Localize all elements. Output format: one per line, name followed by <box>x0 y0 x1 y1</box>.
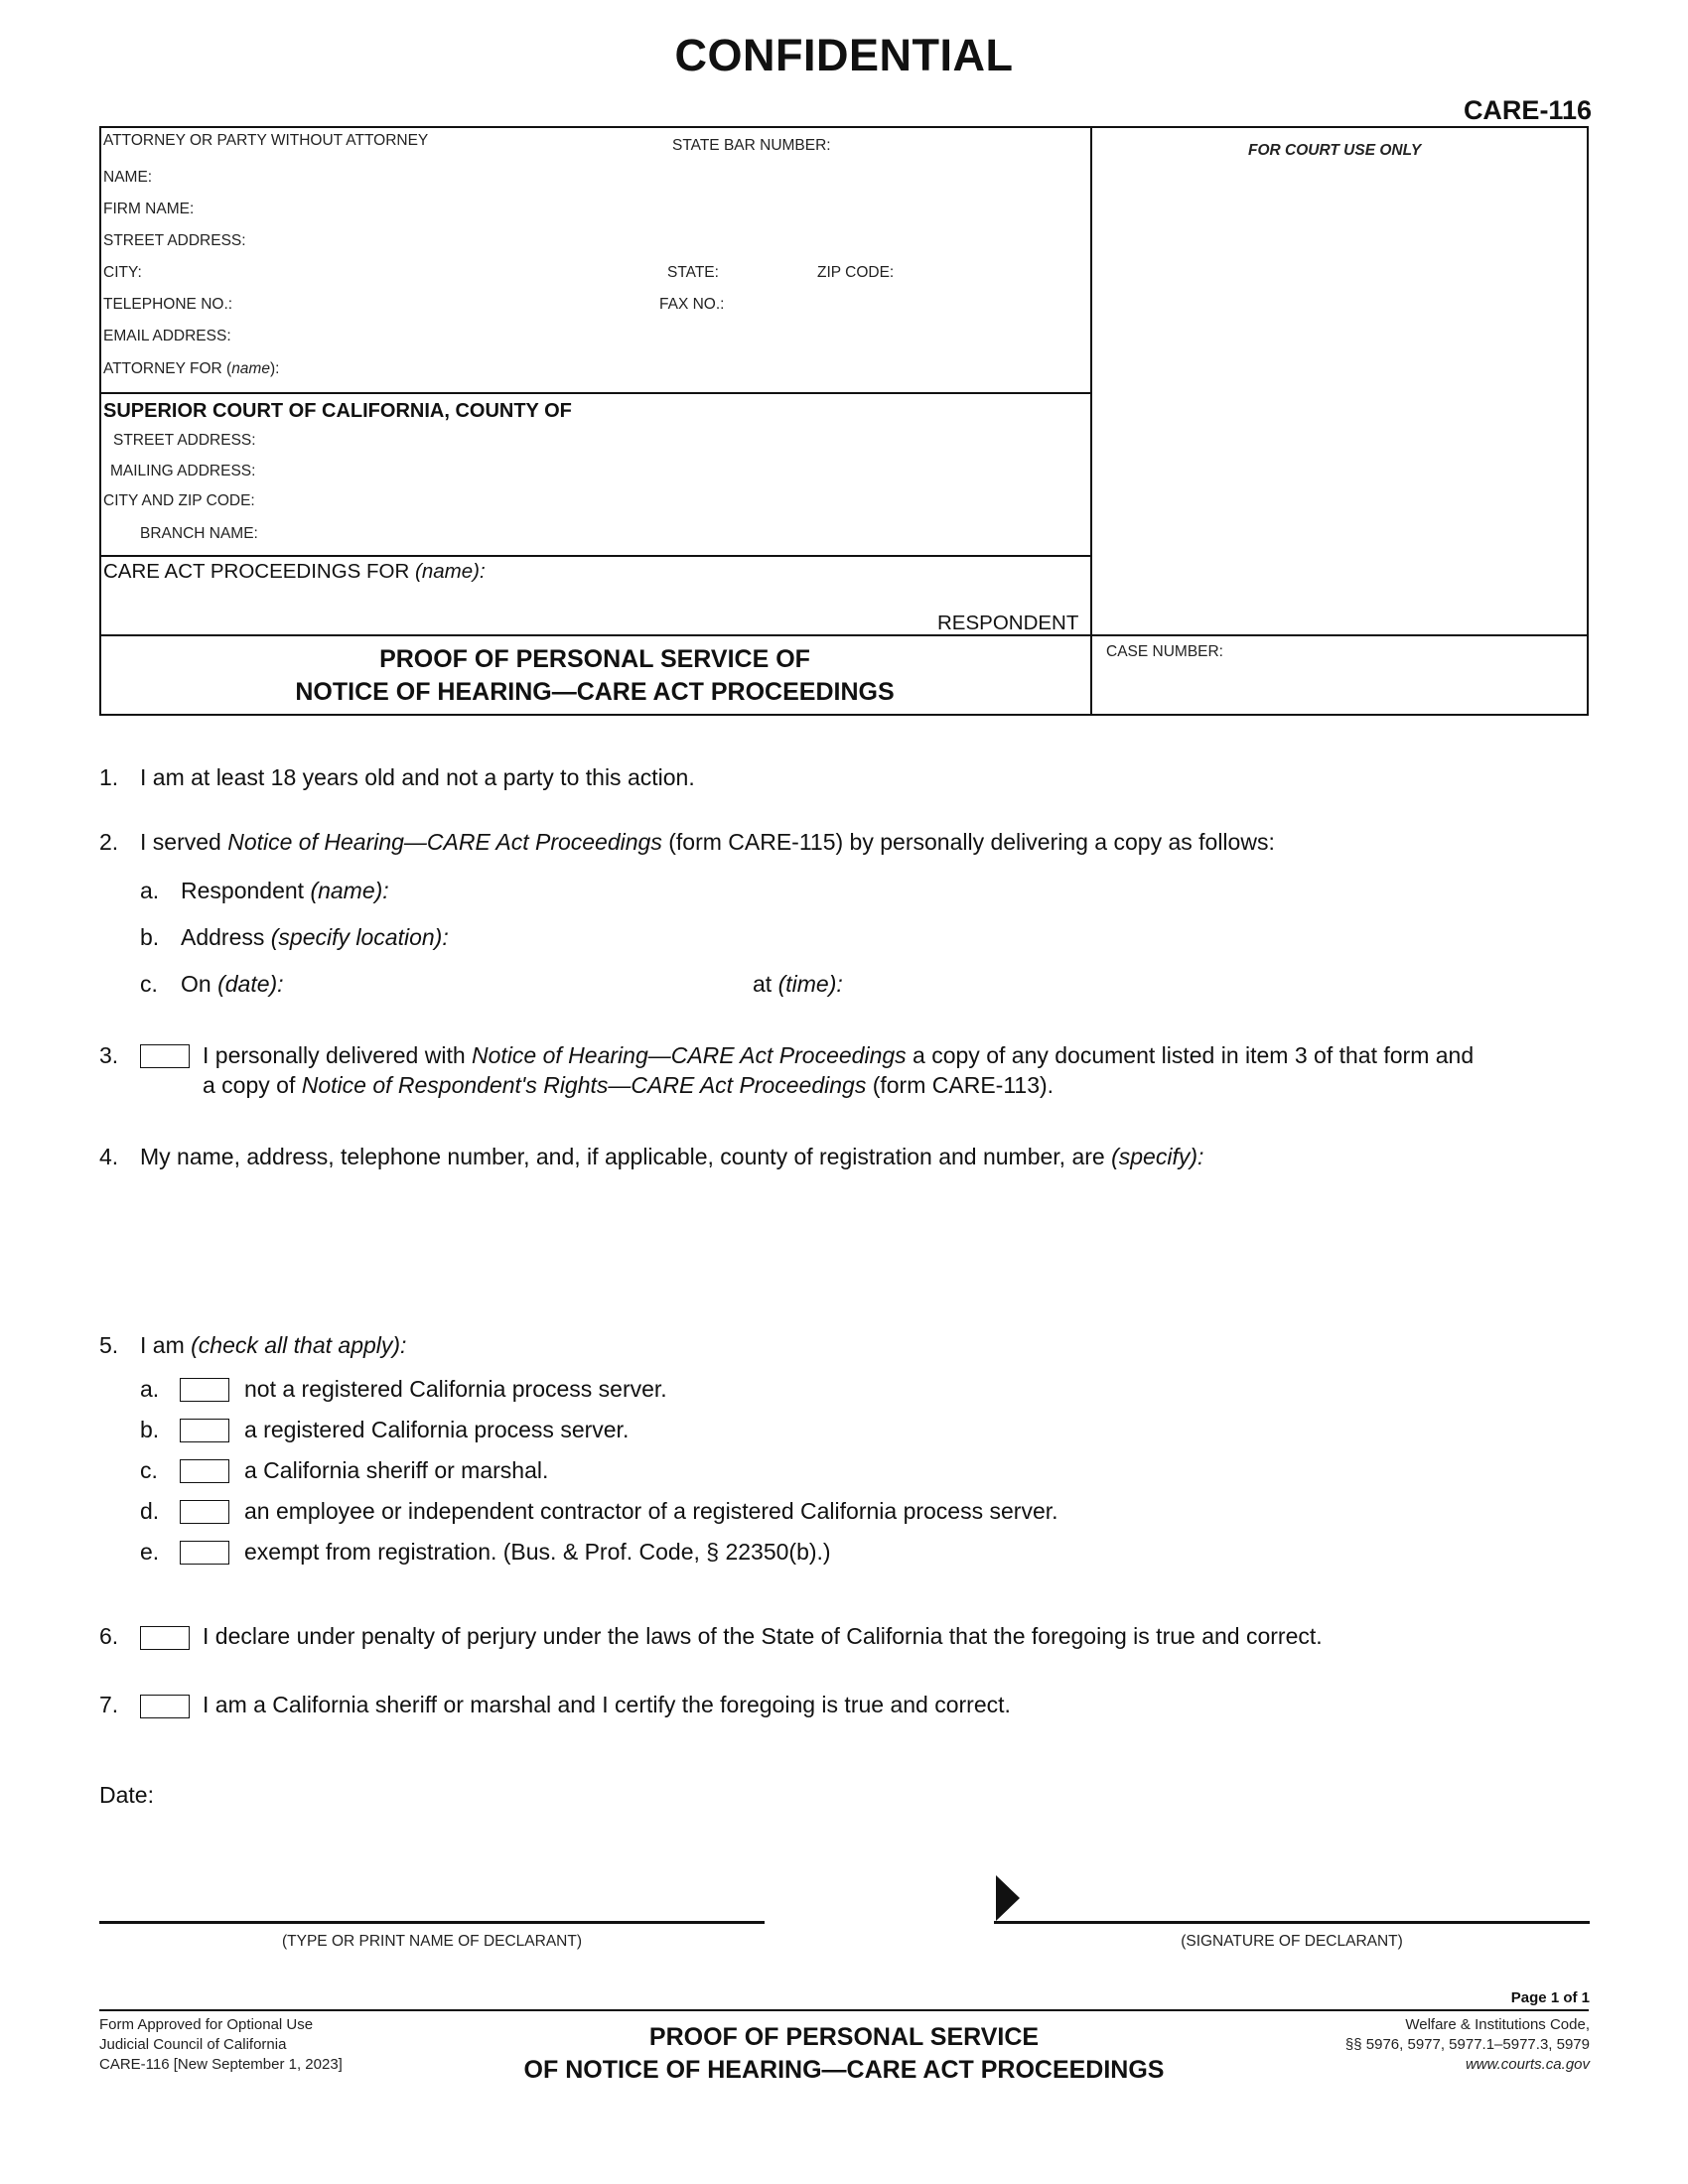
item-3-l1-pre: I personally delivered with <box>203 1042 473 1068</box>
item-2c-hint: (date): <box>217 971 284 997</box>
declarant-name-caption: (TYPE OR PRINT NAME OF DECLARANT) <box>282 1933 582 1950</box>
item-5-hint: (check all that apply): <box>191 1332 407 1358</box>
form-title <box>99 643 1090 709</box>
caption-divider-title <box>99 634 1589 636</box>
item-7-checkbox[interactable] <box>140 1695 190 1718</box>
item-3-checkbox[interactable] <box>140 1044 190 1068</box>
item-2b-text <box>181 924 449 951</box>
street-address-label: STREET ADDRESS: <box>103 232 246 249</box>
state-label: STATE: <box>667 264 719 281</box>
item-2c-time-label: at <box>753 971 778 997</box>
city-label: CITY: <box>103 264 142 281</box>
item-2c-date <box>181 971 284 998</box>
item-7-number: 7. <box>99 1692 119 1717</box>
court-branch-label: BRANCH NAME: <box>140 525 258 542</box>
item-5e-text: exempt from registration. (Bus. & Prof. Code, § 22350(b).) <box>244 1539 831 1565</box>
state-bar-label: STATE BAR NUMBER: <box>672 137 831 154</box>
signature-caption: (SIGNATURE OF DECLARANT) <box>1181 1933 1403 1950</box>
firm-name-label: FIRM NAME: <box>103 201 195 217</box>
signature-arrow-icon <box>996 1875 1020 1921</box>
item-2-number: 2. <box>99 829 119 855</box>
item-3-l1-form-title: Notice of Hearing—CARE Act Proceedings <box>472 1042 907 1068</box>
footer-form-id: CARE-116 [New September 1, 2023] <box>99 2056 343 2073</box>
fax-label: FAX NO.: <box>659 296 725 313</box>
footer-council: Judicial Council of California <box>99 2036 287 2053</box>
footer-rule <box>99 2009 1589 2011</box>
signature-line[interactable] <box>994 1921 1590 1924</box>
item-2-text <box>140 829 1275 856</box>
email-label: EMAIL ADDRESS: <box>103 328 231 344</box>
item-5-label: I am <box>140 1332 192 1358</box>
item-3-l2-form-title: Notice of Respondent's Rights—CARE Act Proceedings <box>301 1072 867 1098</box>
item-5a-letter: a. <box>140 1376 160 1402</box>
footer-approved: Form Approved for Optional Use <box>99 2016 314 2033</box>
case-number-label: CASE NUMBER: <box>1106 643 1223 660</box>
court-use-only-label: FOR COURT USE ONLY <box>1248 142 1422 159</box>
item-5b-letter: b. <box>140 1417 160 1442</box>
attorney-for-prefix: ATTORNEY FOR ( <box>103 360 232 377</box>
court-street-label: STREET ADDRESS: <box>113 432 256 449</box>
item-7-text: I am a California sheriff or marshal and I certify the foregoing is true and correct. <box>203 1692 1011 1717</box>
item-2a-label: Respondent <box>181 878 311 903</box>
item-5c-text: a California sheriff or marshal. <box>244 1457 549 1483</box>
attorney-for-suffix: ): <box>269 360 280 377</box>
item-1-text: I am at least 18 years old and not a party to this action. <box>140 764 695 790</box>
footer-left <box>99 2015 343 2075</box>
item-5b-checkbox[interactable] <box>180 1419 229 1442</box>
telephone-label: TELEPHONE NO.: <box>103 296 233 313</box>
item-5d-letter: d. <box>140 1498 160 1524</box>
zip-code-label: ZIP CODE: <box>817 264 895 281</box>
item-2c-label: On <box>181 971 218 997</box>
item-3-l2-pre: a copy of <box>203 1072 302 1098</box>
proceedings-label <box>103 560 486 584</box>
item-3-l1-post: a copy of any document listed in item 3 of that form and <box>906 1042 1475 1068</box>
footer-title <box>427 2021 1261 2087</box>
item-3-l2-post: (form CARE-113). <box>866 1072 1055 1098</box>
item-5-text <box>140 1332 406 1359</box>
form-title-line2: NOTICE OF HEARING—CARE ACT PROCEEDINGS <box>295 678 895 706</box>
footer-title-line2: OF NOTICE OF HEARING—CARE ACT PROCEEDINGS <box>523 2056 1165 2084</box>
name-label: NAME: <box>103 169 153 186</box>
footer-sections: §§ 5976, 5977, 5977.1–5977.3, 5979 <box>1344 2036 1590 2053</box>
item-2c-time <box>753 971 843 998</box>
footer-title-line1: PROOF OF PERSONAL SERVICE <box>648 2023 1040 2051</box>
court-city-zip-label: CITY AND ZIP CODE: <box>103 492 255 509</box>
respondent-label: RESPONDENT <box>937 612 1079 634</box>
caption-divider-vertical <box>1090 126 1092 716</box>
item-5-number: 5. <box>99 1332 119 1358</box>
item-5e-letter: e. <box>140 1539 160 1565</box>
caption-divider-attorney <box>99 392 1091 394</box>
item-6-checkbox[interactable] <box>140 1626 190 1650</box>
item-3-line1 <box>203 1042 1474 1069</box>
item-5a-text: not a registered California process server. <box>244 1376 667 1402</box>
item-2a-text <box>181 878 389 904</box>
attorney-heading: ATTORNEY OR PARTY WITHOUT ATTORNEY <box>103 132 429 149</box>
item-5a-checkbox[interactable] <box>180 1378 229 1402</box>
item-5d-checkbox[interactable] <box>180 1500 229 1524</box>
footer-website-link[interactable]: www.courts.ca.gov <box>1465 2056 1590 2073</box>
attorney-for-label <box>103 360 279 378</box>
caption-divider-court <box>99 555 1091 557</box>
item-4-hint: (specify): <box>1111 1144 1204 1169</box>
item-2-pre: I served <box>140 829 228 855</box>
form-title-line1: PROOF OF PERSONAL SERVICE OF <box>379 645 810 673</box>
item-4-number: 4. <box>99 1144 119 1169</box>
item-5c-checkbox[interactable] <box>180 1459 229 1483</box>
item-4-text <box>140 1144 1203 1170</box>
item-5d-text: an employee or independent contractor of a registered California process server. <box>244 1498 1058 1524</box>
item-2-form-title: Notice of Hearing—CARE Act Proceedings <box>227 829 662 855</box>
attorney-for-hint: name <box>231 360 270 377</box>
declarant-name-line[interactable] <box>99 1921 765 1924</box>
item-2a-letter: a. <box>140 878 160 903</box>
item-5e-checkbox[interactable] <box>180 1541 229 1565</box>
court-name: SUPERIOR COURT OF CALIFORNIA, COUNTY OF <box>103 400 572 422</box>
item-2a-hint: (name): <box>310 878 389 903</box>
footer-code: Welfare & Institutions Code, <box>1405 2016 1590 2033</box>
item-6-number: 6. <box>99 1623 119 1649</box>
item-2b-letter: b. <box>140 924 160 950</box>
proceedings-text: CARE ACT PROCEEDINGS FOR <box>103 560 410 583</box>
item-3-line2 <box>203 1072 1054 1099</box>
footer-right <box>1345 2015 1590 2075</box>
item-6-text: I declare under penalty of perjury under the laws of the State of California that the foregoing is true and correct. <box>203 1623 1323 1649</box>
item-2b-label: Address <box>181 924 271 950</box>
item-2-post: (form CARE-115) by personally delivering a copy as follows: <box>661 829 1275 855</box>
court-mailing-label: MAILING ADDRESS: <box>110 463 256 479</box>
form-number: CARE-116 <box>1463 95 1592 125</box>
item-5c-letter: c. <box>140 1457 158 1483</box>
item-3-number: 3. <box>99 1042 119 1068</box>
date-label: Date: <box>99 1782 154 1808</box>
item-5b-text: a registered California process server. <box>244 1417 630 1442</box>
item-2c-time-hint: (time): <box>777 971 843 997</box>
proceedings-name-hint: (name): <box>415 560 486 583</box>
item-4-label: My name, address, telephone number, and, if applicable, county of registration and number, are <box>140 1144 1112 1169</box>
item-2c-letter: c. <box>140 971 158 997</box>
item-1-number: 1. <box>99 764 119 790</box>
item-2b-hint: (specify location): <box>270 924 449 950</box>
page-number: Page 1 of 1 <box>1510 1989 1590 2006</box>
confidential-heading: CONFIDENTIAL <box>674 30 1014 80</box>
